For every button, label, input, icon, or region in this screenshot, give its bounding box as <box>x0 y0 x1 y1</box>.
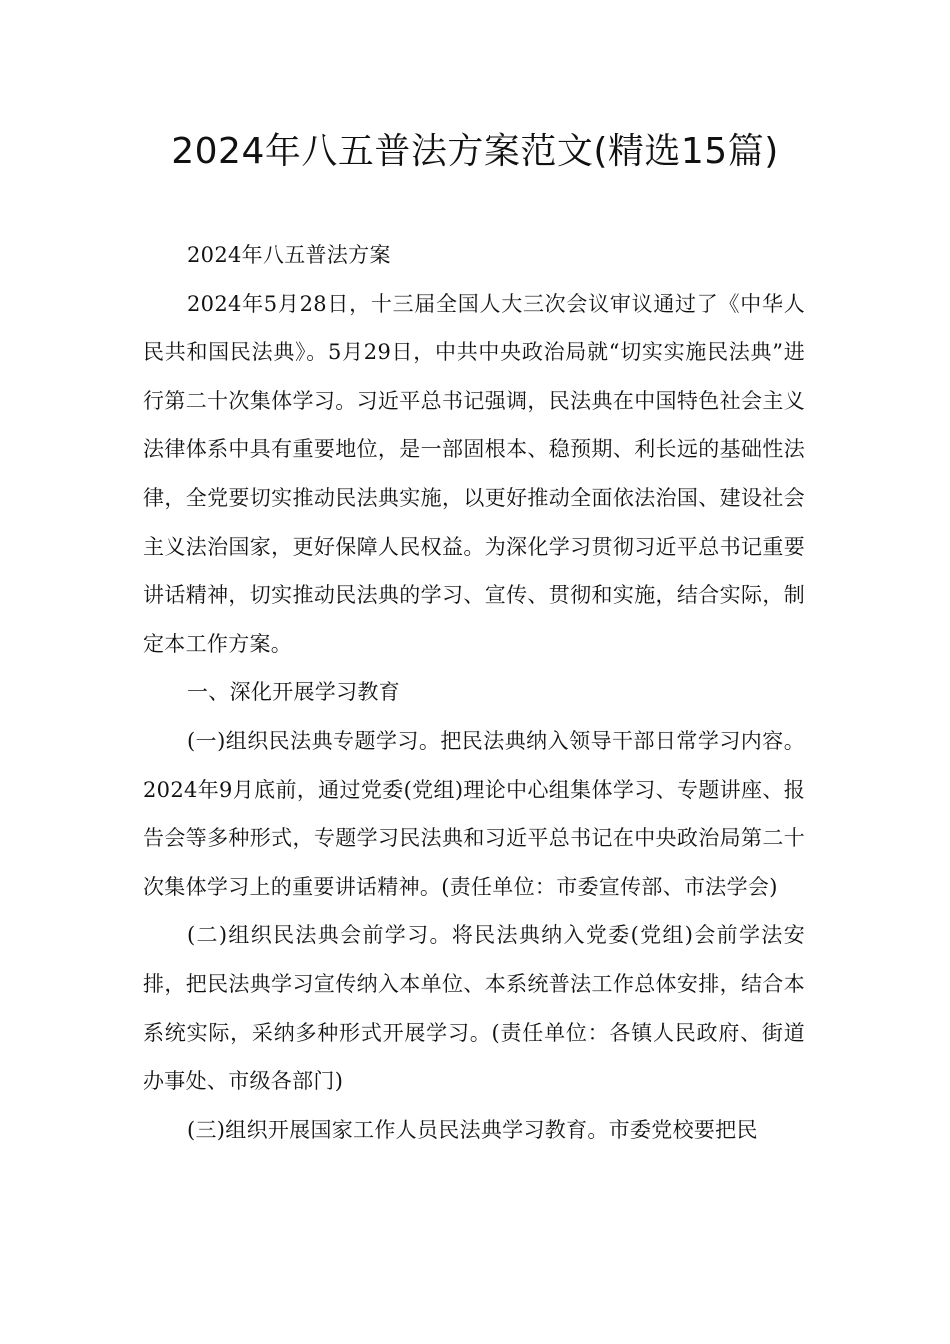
section-heading-1: 一、深化开展学习教育 <box>187 680 400 705</box>
paragraph-item-3: (三)组织开展国家工作人员民法典学习教育。市委党校要把民 <box>187 1117 758 1142</box>
paragraph-item-1: (一)组织民法典专题学习。把民法典纳入领导干部日常学习内容。2024年9月底前，通过党委(党组)理论中心组集体学习、专题讲座、报告会等多种形式，专题学习民法典和习近平总书记在中央政治局第二十次集体学习上的重要讲话精神。(责任单位：市委宣传部、市法学会) <box>143 728 805 899</box>
paragraph-item-2: (二)组织民法典会前学习。将民法典纳入党委(党组)会前学法安排，把民法典学习宣传纳入本单位、本系统普法工作总体安排，结合本系统实际，采纳多种形式开展学习。(责任单位：各镇人民政府、街道办事处、市级各部门) <box>143 923 805 1094</box>
paragraph-subtitle: 2024年八五普法方案 <box>187 243 391 267</box>
document-body <box>143 231 805 1154</box>
paragraph-intro: 2024年5月28日，十三届全国人大三次会议审议通过了《中华人民共和国民法典》。5月29日，中共中央政治局就“切实实施民法典”进行第二十次集体学习。习近平总书记强调，民法典在中国特色社会主义法律体系中具有重要地位，是一部固根本、稳预期、利长远的基础性法律，全党要切实推动民法典实施，以更好推动全面依法治国、建设社会主义法治国家，更好保障人民权益。为深化学习贯彻习近平总书记重要讲话精神，切实推动民法典的学习、宣传、贯彻和实施，结合实际，制定本工作方案。 <box>143 291 805 656</box>
document-title: 2024年八五普法方案范文(精选15篇) <box>171 131 779 172</box>
